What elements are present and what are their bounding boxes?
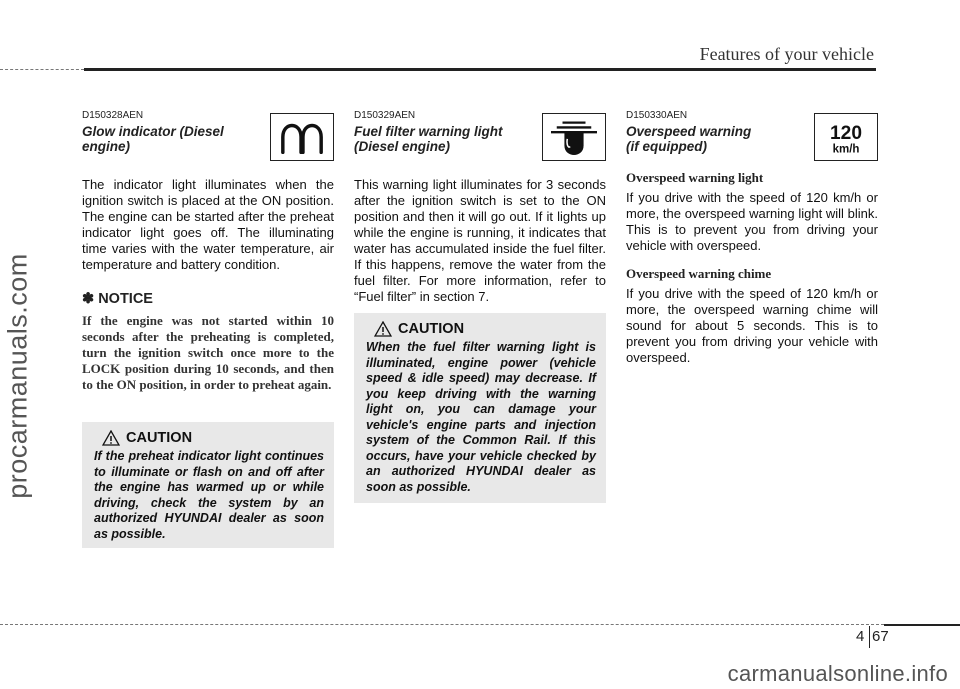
footer-watermark: carmanualsonline.info [727, 661, 948, 686]
overspeed-icon-unit: km/h [832, 143, 860, 156]
caution-title: CAUTION [398, 321, 465, 337]
glow-plug-icon [270, 113, 334, 161]
caution-text: When the fuel filter warning light is illuminated, engine power (vehicle speed & idle speed) may decrease. If you keep driving with the warning light on, you can damage your vehicle's engine parts and injection system of the Common Rail. If this occurs, have your vehicle checked by an authorized HYUNDAI dealer as soon as possible. [366, 340, 596, 494]
caution-box [82, 422, 334, 548]
section-heading: Fuel filter warning light (Diesel engine) [354, 124, 503, 154]
caution-text: If the preheat indicator light continues to illuminate or flash on and off after the engine has warmed up or while driving, check the system by an authorized HYUNDAI dealer as soon as possible. [94, 449, 324, 541]
section-body: The indicator light illuminates when the ignition switch is placed at the ON position. The engine can be started after the preheat indicator light goes off. The illuminating time varies with the water temperature, air temperature and battery condition. [82, 177, 334, 272]
overspeed-chime-heading: Overspeed warning chime [626, 266, 772, 281]
caution-box [354, 313, 606, 503]
notice-label: NOTICE [98, 291, 153, 307]
section-body: This warning light illuminates for 3 seconds after the ignition switch is set to the ON position and then it will go out. If it lights up while the engine is running, it indicates that water has accumulated inside the fuel filter. If this happens, remove the water from the fuel filter. For more information, refer to “Fuel filter” in section 7. [354, 177, 606, 304]
overspeed-chime-text: If you drive with the speed of 120 km/h or more, the overspeed warning chime will sound for about 5 seconds. This is to prevent you from driving your vehicle with overspeed. [626, 286, 878, 365]
header-rule [84, 68, 876, 71]
page-number: 67 [872, 628, 889, 645]
page-number-separator [869, 626, 870, 648]
overspeed-light-heading: Overspeed warning light [626, 170, 764, 185]
glow-indicator-column [82, 110, 334, 393]
section-heading: Overspeed warning (if equipped) [626, 124, 752, 154]
notice-text: If the engine was not started within 10 seconds after the preheating is completed, turn the ignition switch once more to the LOCK position during 10 seconds, and then to the ON position, in order to preheat again. [82, 313, 334, 392]
overspeed-light-text: If you drive with the speed of 120 km/h or more, the overspeed warning light will blink. This is to prevent you from driving your vehicle with overspeed. [626, 190, 878, 253]
overspeed-column [626, 110, 878, 366]
fuel-filter-column [354, 110, 606, 305]
section-code: D150329AEN [354, 110, 416, 121]
caution-head [374, 321, 596, 337]
overspeed-icon [814, 113, 878, 161]
warning-triangle-icon [374, 321, 392, 337]
section-code: D150330AEN [626, 110, 688, 121]
fuel-filter-icon [542, 113, 606, 161]
overspeed-icon-speed: 120 [830, 122, 862, 144]
section-heading: Glow indicator (Diesel engine) [82, 124, 224, 154]
caution-title: CAUTION [126, 430, 193, 446]
side-watermark-text: procarmanuals.com [2, 253, 33, 499]
caution-head [102, 430, 324, 446]
header-dashed-rule [0, 69, 84, 70]
notice-symbol: ✽ [82, 291, 95, 307]
footer-dashed-rule [0, 624, 884, 625]
header-section-title: Features of your vehicle [699, 44, 874, 64]
notice-title [82, 291, 334, 307]
section-number: 4 [856, 628, 865, 645]
section-code: D150328AEN [82, 110, 144, 121]
warning-triangle-icon [102, 430, 120, 446]
footer-rule [884, 624, 960, 626]
